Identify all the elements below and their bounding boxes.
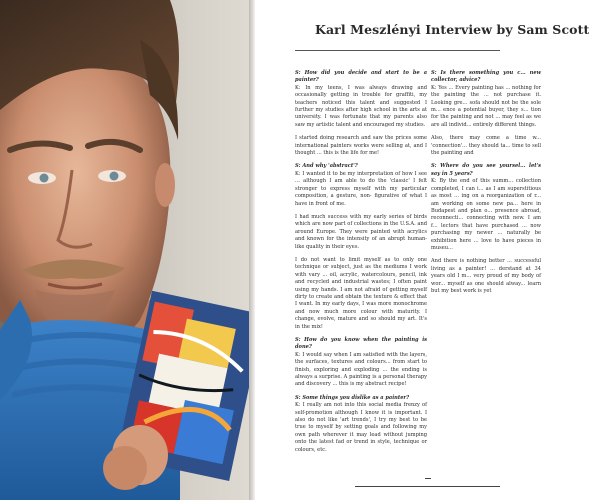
article-title: Karl Meszlényi Interview by Sam Scott bbox=[315, 22, 589, 37]
column-left bbox=[295, 70, 427, 460]
answer-6-para-2: And there is nothing better ... successful living as a painter! ... derstand at 34 years old I m... very proud of my body of wor... myself as one should alway... learn but my best work is yet bbox=[431, 258, 541, 294]
answer-1-para-2: I started doing research and saw the prices some international painters works were selling at, and I thought ... this is the life for me! bbox=[295, 135, 427, 157]
answer-5-para-1: K: Yes ... Every painting has ... nothing for the painting the ... not purchase it. Looking gre... sofa should not be the sole m... ence a potential buyer, they s... tion for the painting and not ... may feel as we are all individ... entirely different things. bbox=[431, 84, 541, 128]
answer-1-para-1: K: In my teens, I was always drawing and occasionally getting in trouble for graffiti, my teachers noticed this talent and suggested I further my studies after high school in the arts at university. I was fortunate that my parents also saw my artistic talent and encouraged my studies. bbox=[295, 84, 427, 128]
question-3: S: How do you know when the painting is done? bbox=[295, 337, 427, 351]
answer-2-para-2: I had much success with my early series of birds which are now part of collections in the U.S.A. and around Europe. They were painted with acrylics and known for the intensity of an abrupt human-like quality in their eyes. bbox=[295, 213, 427, 250]
question-2: S: And why 'abstract'? bbox=[295, 163, 358, 170]
footer-tick bbox=[425, 478, 431, 479]
painter-portrait-image bbox=[0, 0, 249, 500]
column-right bbox=[431, 70, 541, 301]
answer-2-para-3: I do not want to limit myself as to only one technique or subject, just as the mediums I work with vary ... oil, acrylic, watercolours, pencil, ink and recycled and industrial wastes; I often paint using my hands. I am not afraid of getting myself dirty to create and obtain the texture & effect that I want. In my early days, I was more monochrome and now much more colour with maturity. I change, evolve, mature and so should my art. It's in the mix! bbox=[295, 256, 427, 330]
answer-6-para-1: K: By the end of this summ... collection completed, I can i... as I am superstitious as most ... ing on a reorganization of r... am working on some new pa... here in Budapest and plan o... presence abroad, reconnecti... connecting with new. I am f... lectors that have purchased ... now purchasing my newer ... naturally be exhibition here ... love to have pieces in museu... bbox=[431, 178, 541, 251]
question-4: S: Some things you dislike as a painter? bbox=[295, 394, 410, 401]
question-5: S: Is there something you c... new collector, advice? bbox=[431, 70, 541, 84]
portrait-photo bbox=[0, 0, 249, 500]
article-page bbox=[255, 0, 589, 500]
answer-5-para-2: Also, there may come a time w... 'connection'... they should ta... time to sell the painting and bbox=[431, 135, 541, 157]
question-1: S: How did you decide and start to be a painter? bbox=[295, 70, 427, 84]
answer-2-para-1: K: I wanted it to be my interpretation of how I see ... although I am able to do the 'classic' I felt stronger to express myself with my particular composition, a gesture, non- figurative of what I have in front of me. bbox=[295, 170, 427, 207]
answer-4-para-1: K: I really am not into this social media frenzy of self-promotion although I know it is important. I also do not like 'art trends', I try my best to be true to myself by setting goals and following my own path wherever it may lead without jumping onto the latest fad or trend in style, technique or colours, etc. bbox=[295, 402, 427, 453]
answer-3-para-1: K: I would say when I am satisfied with the layers, the surfaces, textures and colours... from start to finish, exploring and exploding ... the ending is always a surprise. A painting is a personal therapy and discovery ... this is my abstract recipe! bbox=[295, 351, 427, 388]
title-rule bbox=[295, 50, 500, 51]
question-6: S: Where do you see yoursel... let's say in 5 years? bbox=[431, 163, 541, 177]
footer-rule bbox=[355, 486, 500, 487]
